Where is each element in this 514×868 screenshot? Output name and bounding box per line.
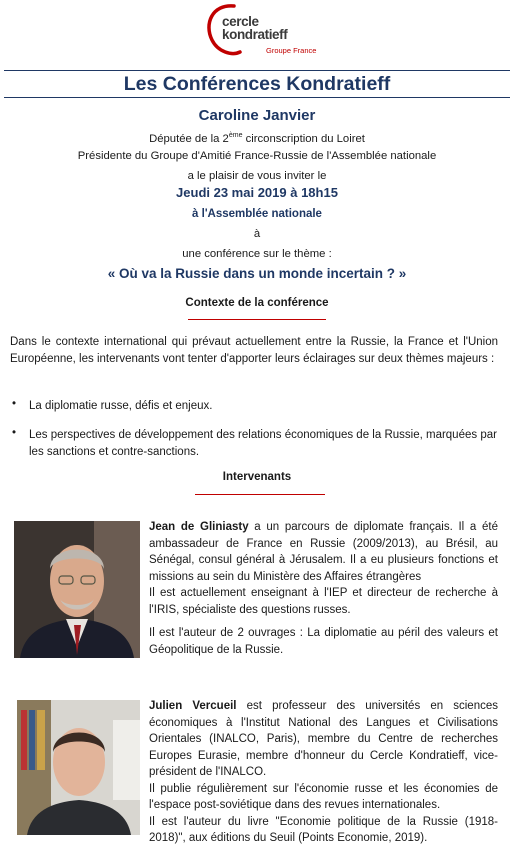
host-role: Députée de la 2ème circonscription du Loiret xyxy=(149,132,365,145)
speaker-2-name: Julien Vercueil xyxy=(149,700,237,712)
speaker-1-name: Jean de Gliniasty xyxy=(149,521,249,533)
bullet-dot: • xyxy=(12,427,17,439)
bullet-dot: • xyxy=(12,398,17,410)
logo-text-kondratieff: kondratieff xyxy=(222,27,288,42)
context-bullet-1: La diplomatie russe, défis et enjeux. xyxy=(29,400,213,412)
context-rule xyxy=(188,319,326,320)
host-name: Caroline Janvier xyxy=(198,107,316,124)
speaker-2-bio: Julien Vercueil est professeur des universités en sciences économiques à l'Institut National des Langues et Civilisations Orientales (INALCO, Paris), membre du Centre de recherches Europes Eurasie, membre d'honneur du Cercle Kondratieff, vice-président de l'INALCO. Il publie régulièrement sur l'économie russe et les économies de l'espace post-soviétique dans des revues internationales. Il est l'auteur du livre "Economie politique de la Russie (1918-2018)", aux éditions du Seuil (Points Economie, 2019). xyxy=(149,700,498,844)
speaker-1-books: Il est l'auteur de 2 ouvrages : La diplomatie au péril des valeurs et Géopolitique de la Russie. xyxy=(149,627,498,656)
context-paragraph: Dans le contexte international qui prévaut actuellement entre la Russie, la France et l'Union Européenne, les intervenants vont tenter d'apporter leurs éclairages sur deux thèmes majeurs : xyxy=(10,336,498,365)
title-bottom-rule xyxy=(4,97,510,98)
title-top-rule xyxy=(4,70,510,71)
julien-vercueil-photo xyxy=(17,700,140,835)
context-heading: Contexte de la conférence xyxy=(185,297,329,309)
theme-title: « Où va la Russie dans un monde incertain ? » xyxy=(107,266,407,281)
logo-text-cercle: cercle xyxy=(222,14,259,29)
theme-intro: une conférence sur le thème : xyxy=(182,248,332,260)
invite-text: a le plaisir de vous inviter le xyxy=(187,170,327,182)
event-place: à l'Assemblée nationale xyxy=(192,208,322,220)
speakers-rule xyxy=(195,494,325,495)
host-role-2: Présidente du Groupe d'Amitié France-Russie de l'Assemblée nationale xyxy=(77,150,437,162)
speakers-heading: Intervenants xyxy=(222,471,292,483)
event-a: à xyxy=(253,228,261,240)
jean-de-gliniasty-photo xyxy=(14,521,140,658)
speaker-1-bio: Jean de Gliniasty a un parcours de diplomate français. Il a été ambassadeur de France en Russie (2009/2013), au Brésil, au Sénégal, consul général à Jérusalem. Il a eu plusieurs fonctions et missions au sein du Ministère des Affaires étrangères Il est actuellement enseignant à l'IEP et directeur de recherche à l'IRIS, spécialiste des questions russes. xyxy=(149,521,498,616)
event-date: Jeudi 23 mai 2019 à 18h15 xyxy=(176,185,338,200)
context-bullet-2: Les perspectives de développement des relations économiques de la Russie, marquées par les sanctions et contre-sanctions. xyxy=(29,429,497,458)
page-title: Les Conférences Kondratieff xyxy=(123,73,391,95)
logo-subtitle: Groupe France xyxy=(266,46,317,55)
